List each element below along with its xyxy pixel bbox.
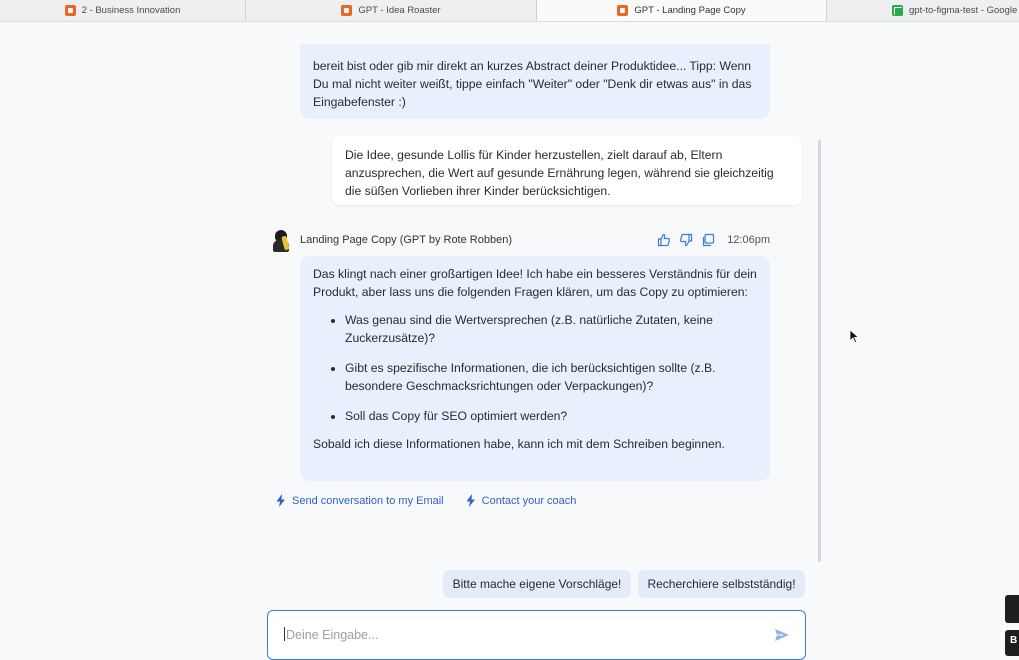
copy-icon[interactable] (701, 233, 715, 247)
send-email-label: Send conversation to my Email (292, 494, 444, 507)
message-text: bereit bist oder gib mir direkt an kurzes Abstract deiner Produktidee... Tipp: Wenn Du mal nicht weiter weißt, tippe einfach "Weiter" oder "Denk dir etwas aus" in das Eingabefenster :) (313, 59, 752, 109)
list-item: • Soll das Copy für SEO optimiert werden? (345, 407, 757, 425)
mouse-cursor-icon (849, 329, 859, 344)
message-text: Die Idee, gesunde Lollis für Kinder herzustellen, zielt darauf ab, Eltern anzusprechen, die Wert auf gesunde Ernährung legen, während sie gleichzeitig die süßen Vorlieben ihrer Kinder berücksichtigen. (345, 148, 774, 198)
list-item: • Was genau sind die Wertversprechen (z.B. natürliche Zutaten, keine Zuckerzusätze)? (345, 311, 757, 347)
orange-square-icon (341, 5, 352, 16)
tab-label: gpt-to-figma-test - Google (909, 5, 1018, 16)
text-caret (284, 627, 285, 641)
contact-coach-link[interactable] (466, 494, 577, 507)
side-widget-label: B (1010, 635, 1018, 646)
orange-square-icon (617, 5, 628, 16)
tab-label: GPT - Landing Page Copy (634, 5, 746, 16)
message-intro: Das klingt nach einer großartigen Idee! Ich habe ein besseres Verständnis für dein Produkt, aber lass uns die folgenden Fragen klären, um das Copy zu optimieren: (313, 267, 757, 299)
tab-landing-page-copy[interactable] (537, 0, 827, 21)
question-list (313, 311, 757, 425)
tab-business-innovation[interactable] (0, 0, 246, 21)
bot-avatar (270, 228, 292, 252)
sender-name: Landing Page Copy (GPT by Rote Robben) (300, 234, 512, 246)
chat-input-container (267, 610, 806, 660)
assistant-message-intro (300, 44, 770, 119)
tab-label: GPT - Idea Roaster (358, 5, 441, 16)
tab-label: 2 - Business Innovation (81, 5, 181, 16)
contact-coach-label: Contact your coach (481, 494, 577, 507)
send-icon[interactable] (773, 626, 791, 644)
assistant-message-header (270, 228, 770, 252)
side-widget-button[interactable] (1005, 595, 1019, 623)
chat-input[interactable] (284, 625, 758, 645)
tab-gpt-to-figma[interactable] (827, 0, 1019, 21)
chat-scrollbar[interactable] (818, 140, 821, 562)
thumbs-up-icon[interactable] (657, 233, 671, 247)
user-message (332, 136, 802, 205)
suggestion-label: Bitte mache eigene Vorschläge! (452, 577, 622, 591)
google-sheets-icon (892, 5, 903, 16)
message-timestamp: 12:06pm (727, 234, 770, 246)
suggestion-research-button[interactable] (638, 570, 805, 598)
orange-square-icon (65, 5, 76, 16)
message-outro: Sobald ich diese Informationen habe, kann ich mit dem Schreiben beginnen. (313, 437, 725, 451)
suggestion-label: Recherchiere selbstständig! (647, 577, 796, 591)
suggestion-own-ideas-button[interactable] (443, 570, 631, 598)
tab-idea-roaster[interactable] (246, 0, 537, 21)
list-item: • Gibt es spezifische Informationen, die ich berücksichtigen sollte (z.B. besondere Geschmacksrichtungen oder Verpackungen)? (345, 359, 757, 395)
thumbs-down-icon[interactable] (679, 233, 693, 247)
conversation-actions (276, 494, 598, 507)
browser-tab-bar (0, 0, 1019, 22)
assistant-message (300, 256, 770, 481)
send-email-link[interactable] (276, 494, 444, 507)
lightning-icon (466, 494, 476, 507)
lightning-icon (276, 494, 286, 507)
